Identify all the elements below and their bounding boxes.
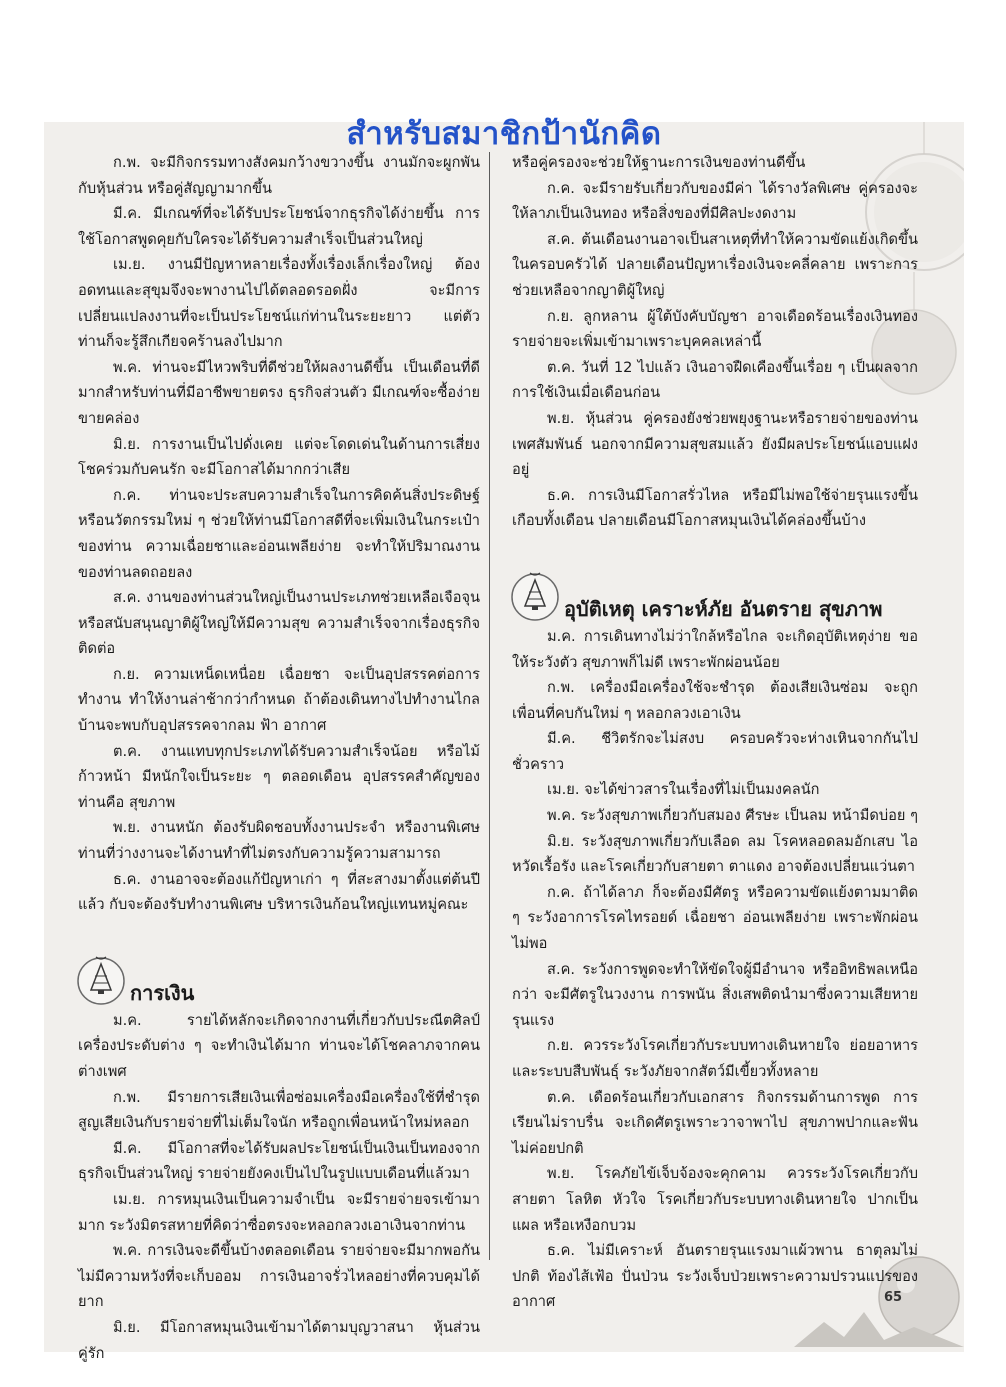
paragraph-text: ระวังสุขภาพเกี่ยวกับเลือด ลม โรคหลอดลมอักเสบ ไอ หวัดเรื้อรัง และโรคเกี่ยวกับสายตา ตาแดง อาจต้องเปลี่ยนแว่นตา [512, 832, 918, 876]
month-label: มี.ค. [113, 1139, 142, 1157]
paragraph-text: วันที่ 12 ไปแล้ว เงินอาจฝืดเคืองขึ้นเรื่อย ๆ เป็นผลจากการใช้เงินเมื่อเดือนก่อน [512, 358, 919, 402]
month-label: ก.พ. [113, 154, 141, 171]
month-label: ต.ค. [547, 358, 576, 376]
paragraph-text: การหมุนเงินเป็นความจำเป็น จะมีรายจ่ายจรเข้ามามาก ระวังมิตรสหายที่คิดว่าซื่อตรงจะหลอกลวงเอาเงินจากท่าน [78, 1190, 480, 1234]
month-label: พ.ย. [547, 409, 575, 427]
month-label: ธ.ค. [547, 486, 575, 504]
month-label: เม.ย. [547, 781, 580, 799]
paragraph [78, 1085, 480, 1136]
paragraph [512, 1033, 918, 1084]
left-column [78, 150, 480, 1366]
month-label: พ.ค. [113, 358, 142, 376]
paragraph [512, 624, 918, 675]
paragraph-text: ต้นเดือนงานอาจเป็นสาเหตุที่ทำให้ความขัดแย้งเกิดขึ้นในครอบครัวได้ ปลายเดือนปัญหาเรื่องเงินจะคลี่คลาย เพราะการช่วยเหลือจากญาติผู้ใหญ่ [512, 230, 918, 299]
month-label: ม.ค. [547, 627, 576, 645]
paragraph-text: โรคภัยไข้เจ็บจ้องจะคุกคาม ควรระวังโรคเกี่ยวกับสายตา โลหิต หัวใจ โรคเกี่ยวกับระบบทางเดินหายใจ ปากเป็นแผล หรือเหงือกบวม [512, 1165, 918, 1234]
paragraph-text: การเงินมีโอกาสรั่วไหล หรือมีไม่พอใช้จ่ายรุนแรงขึ้นเกือบทั้งเดือน ปลายเดือนมีโอกาสหมุนเงินได้คล่องขึ้นบ้าง [512, 486, 918, 530]
paragraph [512, 803, 918, 829]
paragraph-text: ลูกหลาน ผู้ใต้บังคับบัญชา อาจเดือดร้อนเรื่องเงินทอง รายจ่ายจะเพิ่มเข้ามาเพราะบุคคลเหล่านี้ [512, 307, 918, 351]
month-label: ก.ย. [547, 307, 574, 325]
month-label: ก.พ. [113, 1088, 141, 1106]
right-paragraphs-finance [512, 150, 918, 534]
paragraph-text: ควรระวังโรคเกี่ยวกับระบบทางเดินหายใจ ย่อยอาหาร และระบบสืบพันธุ์ ระวังภัยจากสัตว์มีเขี้ยวทั้งหลาย [512, 1037, 918, 1080]
month-label: พ.ย. [113, 819, 141, 837]
column-divider [489, 152, 490, 1260]
paragraph-text: ระวังการพูดจะทำให้ขัดใจผู้มีอำนาจ หรืออิทธิพลเหนือกว่า จะมีศัตรูในวงงาน การพนัน สิ่งเสพติดนำมาซึ่งความเสียหายรุนแรง [512, 960, 918, 1029]
paragraph [512, 150, 918, 176]
paragraph-text: หรือคู่ครองจะช่วยให้ฐานะการเงินของท่านดีขึ้น [512, 154, 806, 171]
paragraph-text: ชีวิตรักจะไม่สงบ ครอบครัวจะห่างเหินจากกันไปชั่วคราว [512, 730, 918, 773]
paragraph [512, 355, 918, 406]
month-label: มิ.ย. [547, 832, 575, 850]
christmas-tree-bauble-icon [74, 952, 128, 1006]
paragraph [78, 355, 480, 432]
section-title: อุบัติเหตุ เคราะห์ภัย อันตราย สุขภาพ [564, 596, 883, 621]
month-label: ธ.ค. [113, 870, 141, 888]
month-label: ม.ค. [113, 1011, 142, 1029]
paragraph-text: มีโอกาสที่จะได้รับผลประโยชน์เป็นเงินเป็นทองจากธุรกิจเป็นส่วนใหญ่ รายจ่ายยังคงเป็นไปในรูปแบบเดือนที่แล้วมา [78, 1139, 480, 1183]
month-label: มิ.ย. [113, 1318, 141, 1336]
paragraph-text: การเงินจะดีขึ้นบ้างตลอดเดือน รายจ่ายจะมีมากพอกัน ไม่มีความหวังที่จะเก็บออม การเงินอาจรั่วไหลอย่างที่ควบคุมได้ยาก [78, 1242, 481, 1311]
section-heading-finance [74, 952, 480, 1006]
paragraph [512, 304, 918, 355]
paragraph [78, 585, 480, 662]
paragraph [512, 1238, 918, 1315]
month-label: ก.ค. [547, 179, 575, 197]
month-label: ก.ย. [113, 665, 140, 683]
paragraph-text: การเดินทางไม่ว่าใกล้หรือไกล จะเกิดอุบัติเหตุง่าย ขอให้ระวังตัว สุขภาพก็ไม่ดี เพราะพักผ่อนน้อย [512, 627, 918, 671]
right-column [512, 150, 918, 1315]
paragraph-text: งานอาจจะต้องแก้ปัญหาเก่า ๆ ที่สะสางมาตั้งแต่ต้นปีแล้ว กับจะต้องรับทำงานพิเศษ บริหารเงินก้อนใหญ่แทนหมู่คณะ [78, 870, 480, 914]
paragraph [512, 227, 918, 304]
paragraph [512, 483, 918, 534]
paragraph [512, 406, 918, 483]
paragraph-text: เครื่องมือเครื่องใช้จะชำรุด ต้องเสียเงินซ่อม จะถูกเพื่อนที่คบกันใหม่ ๆ หลอกลวงเอาเงิน [512, 679, 919, 722]
month-label: มี.ค. [547, 730, 576, 748]
month-label: ธ.ค. [547, 1242, 575, 1260]
month-label: ส.ค. [113, 589, 141, 607]
paragraph-text: งานแทบทุกประเภทได้รับความสำเร็จน้อย หรือไม้ก้าวหน้า มีหนักใจเป็นระยะ ๆ ตลอดเดือน อุปสรรคสำคัญของท่านคือ สุขภาพ [78, 742, 481, 811]
month-label: มิ.ย. [113, 435, 141, 453]
paragraph-text: รายได้หลักจะเกิดจากงานที่เกี่ยวกับประณีตศิลป์ เครื่องประดับต่าง ๆ จะทำเงินได้มาก ท่านจะได้โชคลาภจากคนต่างเพศ [78, 1011, 480, 1080]
month-label: เม.ย. [113, 256, 146, 274]
paragraph [78, 1238, 480, 1315]
paragraph-text: หุ้นส่วน คู่ครองยังช่วยพยุงฐานะหรือรายจ่ายของท่าน เพศสัมพันธ์ นอกจากมีความสุขสมแล้ว ยังมีผลประโยชน์แอบแฝงอยู่ [512, 409, 919, 479]
section-title: การเงิน [130, 980, 195, 1005]
month-label: พ.ย. [547, 1165, 575, 1183]
paragraph [512, 176, 918, 227]
paragraph-text: การงานเป็นไปดั่งเคย แต่จะโดดเด่นในด้านการเสี่ยงโชคร่วมกับคนรัก จะมีโอกาสได้มากกว่าเสีย [78, 435, 480, 479]
month-label: พ.ค. [113, 1242, 142, 1260]
paragraph [78, 432, 480, 483]
paragraph [512, 957, 918, 1034]
paragraph [78, 662, 480, 739]
paragraph [512, 777, 918, 803]
paragraph [78, 201, 480, 252]
paragraph [78, 1187, 480, 1238]
christmas-tree-bauble-icon [508, 568, 562, 622]
month-label: ก.ค. [547, 883, 575, 901]
paragraph-text: ถ้าได้ลาภ ก็จะต้องมีศัตรู หรือความขัดแย้งตามมาติด ๆ ระวังอาการโรคไทรอยด์ เฉื่อยชา อ่อนเพลียง่าย เพราะพักผ่อนไม่พอ [512, 883, 918, 953]
paragraph [512, 1161, 918, 1238]
paragraph [512, 829, 918, 880]
left-paragraphs-top [78, 150, 480, 918]
month-label: ก.ค. [113, 486, 141, 504]
month-label: ต.ค. [113, 742, 142, 760]
paragraph-text: จะมีกิจกรรมทางสังคมกว้างขวางขึ้น งานมักจะผูกพันกับหุ้นส่วน หรือคู่สัญญามากขึ้น [78, 154, 480, 197]
paragraph [78, 150, 480, 201]
paragraph-text: ระวังสุขภาพเกี่ยวกับสมอง ศีรษะ เป็นลม หน้ามืดบ่อย ๆ [580, 807, 918, 825]
paragraph [78, 739, 480, 816]
paragraph-text: งานมีปัญหาหลายเรื่องทั้งเรื่องเล็กเรื่องใหญ่ ต้องอดทนและสุขุมจึงจะพางานไปได้ตลอดรอดฝั่ง จะมีการเปลี่ยนแปลงงานที่จะเป็นประโยชน์แก่ท่านในระยะยาว แต่ตัวท่านก็จะรู้สึกเกียจคร้านลงไปมาก [78, 256, 481, 351]
page-number: 65 [884, 1290, 903, 1305]
month-label: มี.ค. [113, 205, 142, 223]
paragraph-text: มีรายการเสียเงินเพื่อซ่อมเครื่องมือเครื่องใช้ที่ชำรุด สูญเสียเงินกับรายจ่ายที่ไม่เต็มใจนัก หรือถูกเพื่อนหน้าใหม่หลอก [78, 1088, 480, 1132]
paragraph [512, 726, 918, 777]
paragraph-text: งานหนัก ต้องรับผิดชอบทั้งงานประจำ หรืองานพิเศษ ท่านที่ว่างงานจะได้งานทำที่ไม่ตรงกับความรู้ความสามารถ [78, 819, 481, 863]
section-heading-health [508, 568, 918, 622]
spacer [78, 918, 480, 944]
paragraph-text: จะมีรายรับเกี่ยวกับของมีค่า ได้รางวัลพิเศษ คู่ครองจะให้ลาภเป็นเงินทอง หรือสิ่งของที่มีศิลปะงดงาม [512, 179, 918, 223]
paragraph-text: เดือดร้อนเกี่ยวกับเอกสาร กิจกรรมด้านการพูด การเรียนไม่ราบรื่น จะเกิดศัตรูเพราะวาจาพาไป สุขภาพปากและฟันไม่ค่อยปกติ [512, 1088, 918, 1157]
paragraph-text: ท่านจะมีไหวพริบที่ดีช่วยให้ผลงานดีขึ้น เป็นเดือนที่ดีมากสำหรับท่านที่มีอาชีพขายตรง ธุรกิจส่วนตัว มีเกณฑ์จะซื้อง่ายขายคล่อง [78, 358, 480, 427]
paragraph-text: มีเกณฑ์ที่จะได้รับประโยชน์จากธุรกิจได้ง่ายขึ้น การใช้โอกาสพูดคุยกับใครจะได้รับความสำเร็จเป็นส่วนใหญ่ [78, 205, 480, 248]
paragraph-text: จะได้ข่าวสารในเรื่องที่ไม่เป็นมงคลนัก [584, 781, 820, 799]
paragraph [512, 1085, 918, 1162]
month-label: ส.ค. [547, 230, 575, 248]
paragraph [78, 815, 480, 866]
paragraph-text: ความเหน็ดเหนื่อย เฉื่อยชา จะเป็นอุปสรรคต่อการทำงาน ทำให้งานล่าช้ากว่ากำหนด ถ้าต้องเดินทางไปทำงานไกลบ้านจะพบกับอุปสรรคจากลม ฟ้า อากาศ [78, 665, 481, 735]
month-label: เม.ย. [113, 1190, 146, 1208]
paragraph-text: ไม่มีเคราะห์ อันตรายรุนแรงมาแผ้วพาน ธาตุลมไม่ปกติ ท้องไส้เฟ้อ ปั่นป่วน ระวังเจ็บป่วยเพราะความปรวนแปรของอากาศ [512, 1242, 919, 1311]
paragraph [78, 252, 480, 354]
paragraph-text: ท่านจะประสบความสำเร็จในการคิดค้นสิ่งประดิษฐ์ หรือนวัตกรรมใหม่ ๆ ช่วยให้ท่านมีโอกาสดีที่จะเพิ่มเงินในกระเป๋าของท่าน ความเฉื่อยชาและอ่อนเพลียง่าย จะทำให้ปริมาณงานของท่านลดถอยลง [78, 486, 480, 581]
spacer [512, 534, 918, 560]
paragraph-text: งานของท่านส่วนใหญ่เป็นงานประเภทช่วยเหลือเจือจุนหรือสนับสนุนญาติผู้ใหญ่ให้มีความสุข ความสำเร็จจากเรื่องธุรกิจติดต่อ [78, 589, 480, 658]
month-label: ต.ค. [547, 1088, 576, 1106]
paragraph [78, 867, 480, 918]
month-label: ส.ค. [547, 960, 575, 978]
right-paragraphs-health [512, 624, 918, 1315]
paragraph [78, 1315, 480, 1366]
month-label: ก.พ. [547, 679, 575, 697]
paragraph [512, 675, 918, 726]
paragraph [78, 1008, 480, 1085]
left-paragraphs-finance [78, 1008, 480, 1366]
month-label: ก.ย. [547, 1037, 574, 1055]
month-label: พ.ค. [547, 807, 576, 825]
paragraph [512, 880, 918, 957]
paragraph-text: มีโอกาสหมุนเงินเข้ามาได้ตามบุญวาสนา หุ้นส่วน คู่รัก [78, 1318, 480, 1362]
paragraph [78, 483, 480, 585]
paragraph [78, 1136, 480, 1187]
page-title: สำหรับสมาชิกป้านักคิด [346, 116, 662, 152]
